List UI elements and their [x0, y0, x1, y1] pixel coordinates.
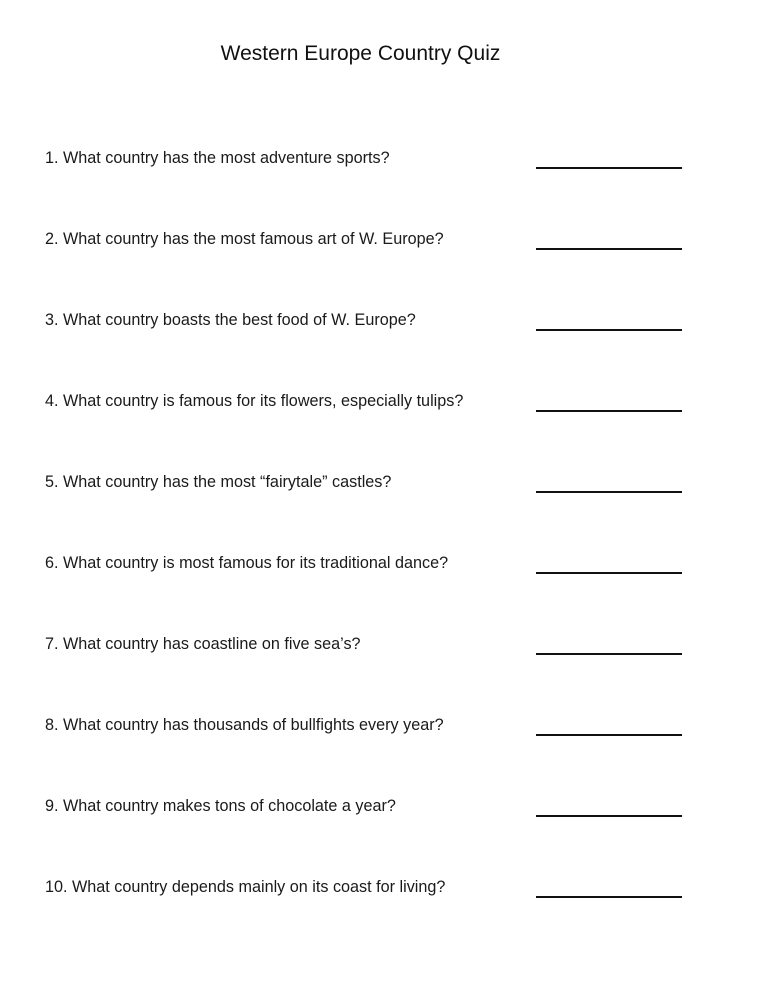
question-text — [45, 714, 444, 736]
question-number: 3. — [45, 311, 59, 329]
question-number: 5. — [45, 473, 59, 491]
question-label: What country makes tons of chocolate a year? — [63, 797, 396, 815]
question-number: 7. — [45, 635, 59, 653]
question-text — [45, 390, 463, 412]
answer-blank[interactable] — [536, 248, 682, 250]
question-item — [45, 552, 685, 576]
question-label: What country has the most adventure sports? — [63, 149, 390, 167]
question-item — [45, 795, 685, 819]
question-number: 6. — [45, 554, 59, 572]
question-label: What country has the most “fairytale” castles? — [63, 473, 392, 491]
question-text — [45, 147, 390, 169]
question-number: 1. — [45, 149, 59, 167]
question-label: What country has the most famous art of W. Europe? — [63, 230, 444, 248]
question-number: 4. — [45, 392, 59, 410]
answer-blank[interactable] — [536, 815, 682, 817]
answer-blank[interactable] — [536, 329, 682, 331]
question-text — [45, 471, 391, 493]
answer-blank[interactable] — [536, 896, 682, 898]
question-number: 8. — [45, 716, 59, 734]
question-item — [45, 876, 685, 900]
question-label: What country is most famous for its traditional dance? — [63, 554, 449, 572]
question-text — [45, 228, 444, 250]
question-text — [45, 795, 396, 817]
question-item — [45, 714, 685, 738]
question-item — [45, 390, 685, 414]
question-label: What country depends mainly on its coast for living? — [72, 878, 446, 896]
question-number: 10. — [45, 878, 68, 896]
question-text — [45, 309, 416, 331]
question-item — [45, 633, 685, 657]
answer-blank[interactable] — [536, 410, 682, 412]
question-item — [45, 228, 685, 252]
answer-blank[interactable] — [536, 653, 682, 655]
question-item — [45, 309, 685, 333]
answer-blank[interactable] — [536, 734, 682, 736]
question-label: What country boasts the best food of W. Europe? — [63, 311, 416, 329]
page-title: Western Europe Country Quiz — [220, 42, 501, 65]
question-number: 2. — [45, 230, 59, 248]
answer-blank[interactable] — [536, 572, 682, 574]
question-number: 9. — [45, 797, 59, 815]
question-text — [45, 876, 445, 898]
question-label: What country has thousands of bullfights every year? — [63, 716, 444, 734]
question-text — [45, 552, 448, 574]
answer-blank[interactable] — [536, 167, 682, 169]
answer-blank[interactable] — [536, 491, 682, 493]
question-text — [45, 633, 361, 655]
question-item — [45, 471, 685, 495]
question-item — [45, 147, 685, 171]
question-label: What country has coastline on five sea’s? — [63, 635, 361, 653]
question-label: What country is famous for its flowers, especially tulips? — [63, 392, 464, 410]
